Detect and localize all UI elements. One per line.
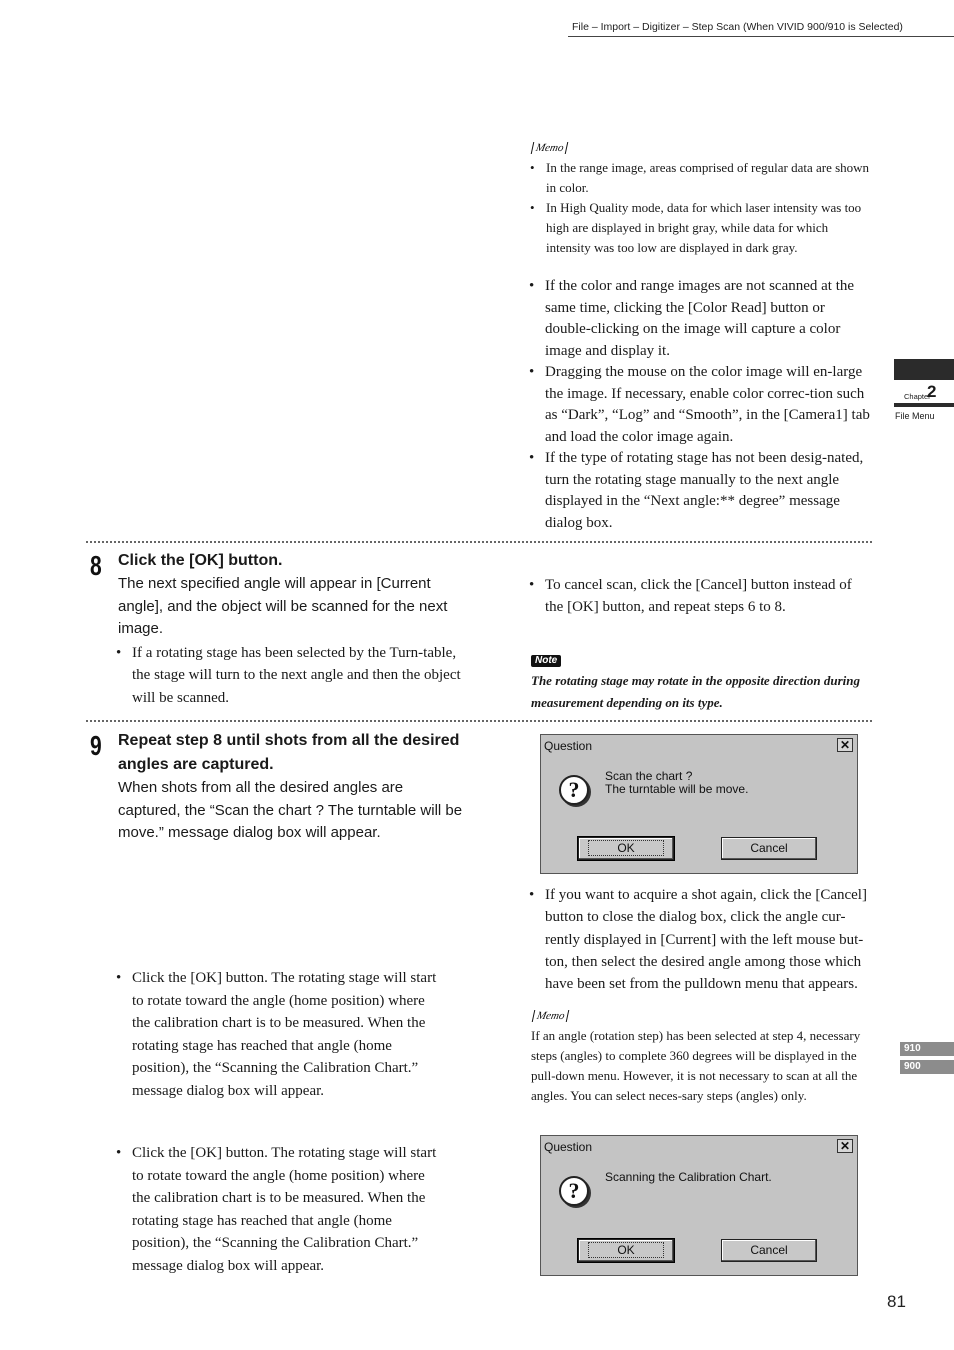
step-body: When shots from all the desired angles are captured, the “Scan the chart ? The turntable will be move.” message dialog box will appear. — [118, 779, 463, 841]
list-item: • If the type of rotating stage has not been desig-nated, turn the rotating stage manually to the next angle displayed in the “Next angle:** degree” message dialog box. — [529, 448, 873, 534]
ok-button-label: OK — [588, 840, 663, 856]
ok-button[interactable] — [578, 837, 674, 860]
dialog-title: Question — [544, 739, 593, 753]
right-bullet-list — [529, 884, 873, 995]
ok-button-label: OK — [588, 1242, 663, 1258]
chapter-number: 2 — [927, 382, 937, 401]
question-icon: ? — [559, 775, 589, 805]
memo-badge: Memo — [531, 142, 568, 154]
memo-list — [530, 158, 870, 258]
ok-button[interactable] — [578, 1239, 674, 1262]
note-block — [531, 650, 875, 713]
note-text: The rotating stage may rotate in the opposite direction during measurement depending on its type. — [531, 673, 860, 710]
dialog-message-line: Scan the chart ? — [605, 769, 693, 783]
list-item: • In the range image, areas comprised of regular data are shown in color. — [530, 158, 870, 198]
model-tab-900: 900 — [900, 1060, 954, 1074]
dialog-message-line: Scanning the Calibration Chart. — [605, 1170, 772, 1184]
step-number: 8 — [90, 550, 102, 581]
close-icon[interactable]: ✕ — [837, 1139, 853, 1153]
step-body: The next specified angle will appear in [Current angle], and the object will be scanned for the next image. — [118, 575, 448, 637]
dialog-message-line: The turntable will be move. — [605, 782, 749, 796]
question-dialog-scan-chart — [540, 734, 858, 874]
question-icon: ? — [559, 1176, 589, 1206]
memo-block — [530, 138, 870, 258]
memo-badge: Memo — [532, 1010, 569, 1022]
section-divider — [86, 541, 872, 543]
step-8-section — [118, 549, 463, 709]
header-rule — [568, 36, 954, 37]
right-bullet-list — [529, 276, 873, 534]
step-9-section — [118, 729, 463, 845]
chapter-word: Chapter — [904, 392, 931, 401]
chapter-title: File Menu — [895, 411, 935, 421]
dialog-title: Question — [544, 1140, 593, 1154]
memo-block — [531, 1006, 866, 1106]
page-header-breadcrumb: File – Import – Digitizer – Step Scan (When VIVID 900/910 is Selected) — [572, 21, 903, 33]
step-title: Click the [OK] button. — [118, 552, 283, 569]
step-bullet-list — [116, 642, 463, 710]
close-icon[interactable]: ✕ — [837, 738, 853, 752]
chapter-tab — [894, 359, 954, 380]
step-number: 9 — [90, 730, 102, 761]
dialog-titlebar — [543, 737, 855, 755]
step-title: Repeat step 8 until shots from all the desired angles are captured. — [118, 732, 460, 773]
dialog-titlebar — [543, 1138, 855, 1156]
list-item: • If a rotating stage has been selected by the Turn-table, the stage will turn to the next angle and then the object will be scanned. — [116, 642, 463, 710]
cancel-button[interactable]: Cancel — [721, 837, 817, 860]
model-tab-910: 910 — [900, 1042, 954, 1056]
step-bullet-list — [116, 1142, 446, 1277]
step-bullet-list — [116, 967, 446, 1102]
list-item: • To cancel scan, click the [Cancel] button instead of the [OK] button, and repeat steps 6 to 8. — [529, 575, 873, 618]
list-item: • If the color and range images are not scanned at the same time, clicking the [Color Read] button or double-clicking on the image will capture a color image and display it. — [529, 276, 873, 362]
right-bullet-list — [529, 575, 873, 618]
list-item: • Click the [OK] button. The rotating stage will start to rotate toward the angle (home position) where the calibration chart is to be measured. When the rotating stage has reached that angle (home position), the “Scanning the Calibration Chart.” message dialog box will appear. — [116, 1142, 446, 1277]
memo-text: If an angle (rotation step) has been selected at step 4, necessary steps (angles) to complete 360 degrees will be displayed in the pull-down menu. However, it is not necessary to scan at all the angles. You can select neces-sary steps (angles) only. — [531, 1028, 861, 1103]
question-dialog-calibration-chart — [540, 1135, 858, 1276]
note-badge: Note — [531, 655, 561, 667]
section-divider — [86, 720, 872, 722]
list-item: • Click the [OK] button. The rotating stage will start to rotate toward the angle (home position) where the calibration chart is to be measured. When the rotating stage has reached that angle (home position), the “Scanning the Calibration Chart.” message dialog box will appear. — [116, 967, 446, 1102]
list-item: • If you want to acquire a shot again, click the [Cancel] button to close the dialog box, click the angle cur-rently displayed in [Current] with the left mouse but-ton, then select the desired angle among those which have been set from the pulldown menu that appears. — [529, 884, 873, 995]
page-number: 81 — [887, 1292, 906, 1311]
cancel-button[interactable]: Cancel — [721, 1239, 817, 1262]
list-item: • In High Quality mode, data for which laser intensity was too high are displayed in bright gray, while data for which intensity was too low are displayed in dark gray. — [530, 198, 870, 258]
list-item: • Dragging the mouse on the color image will en-large the image. If necessary, enable color correc-tion such as “Dark”, “Log” and “Smooth”, in the [Camera1] tab and load the color image again. — [529, 362, 873, 448]
